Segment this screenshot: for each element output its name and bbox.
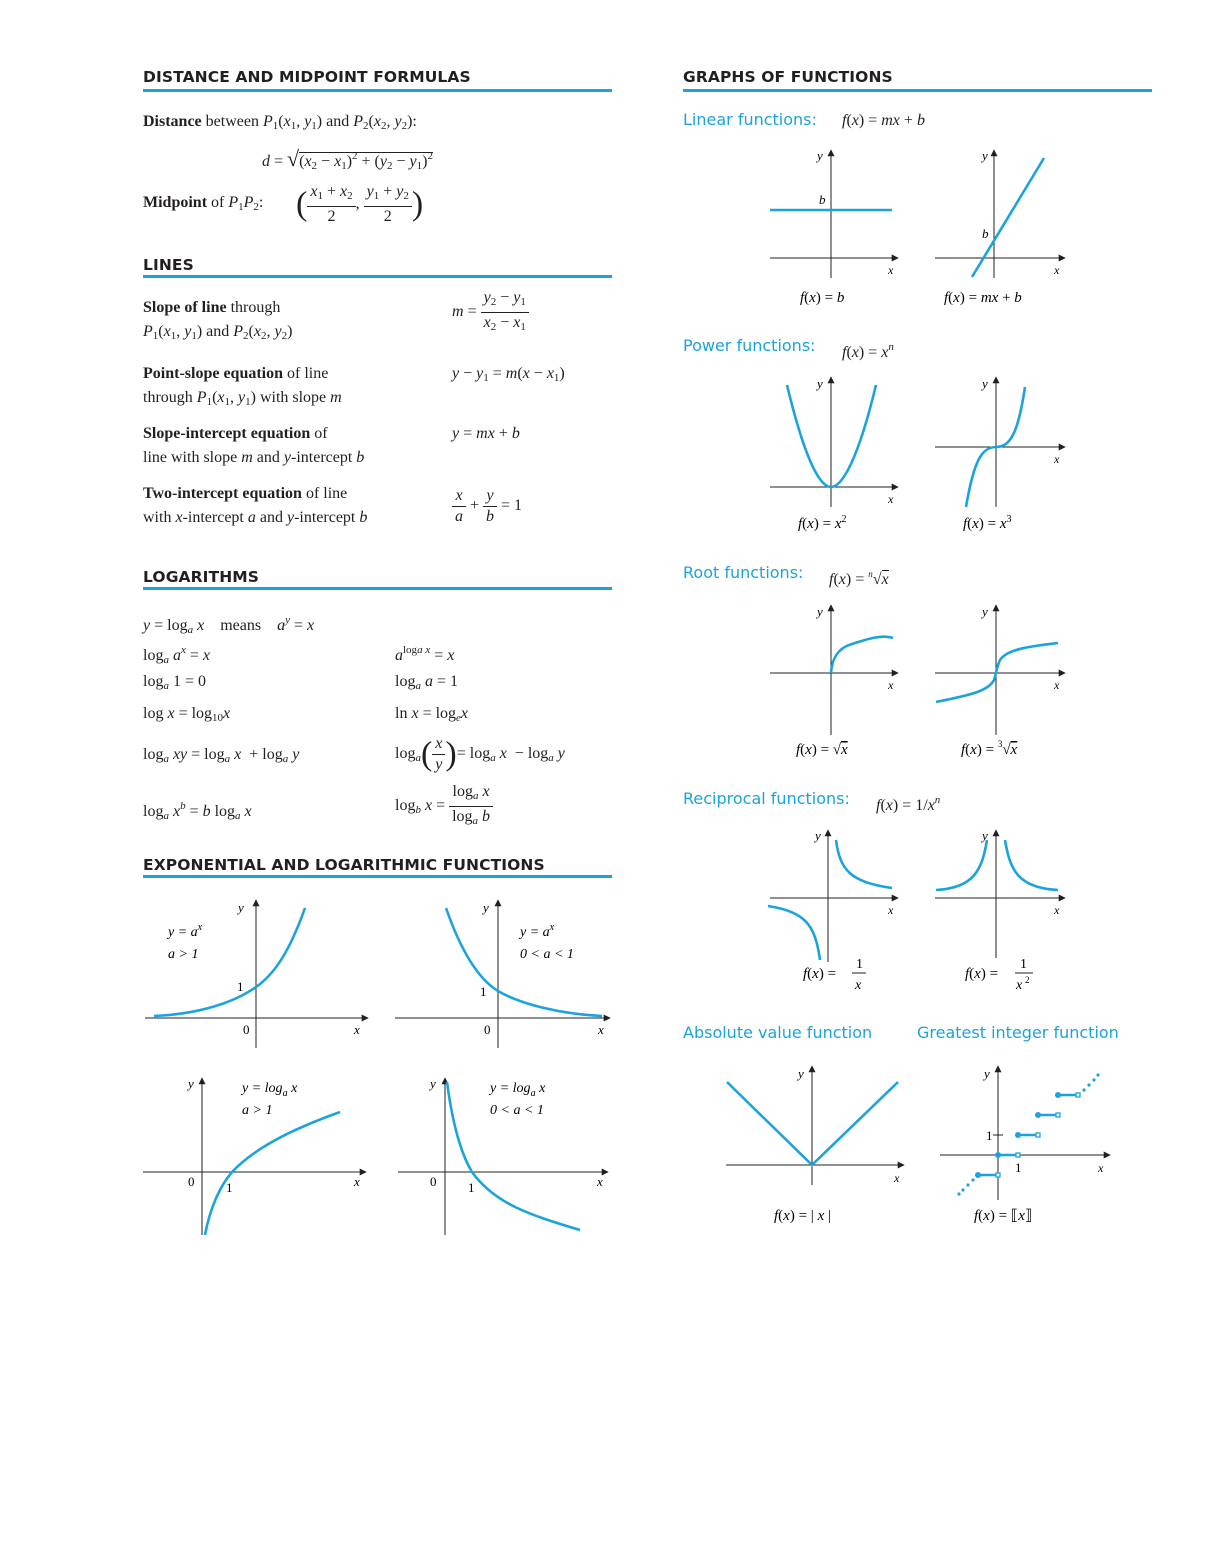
section-rule [143,875,612,878]
two-intercept-formula: $\frac{x}{a}$ + $\frac{y}{b}$ = 1 [452,486,522,527]
svg-text:1: 1 [237,979,244,994]
graphs-heading: GRAPHS OF FUNCTIONS [683,68,893,86]
svg-text:2: 2 [1025,975,1030,985]
svg-text:x: x [1016,978,1023,993]
slope-intercept-formula: y = mx + b [452,425,520,442]
svg-text:x: x [1054,452,1060,466]
section-rule [143,275,612,278]
svg-text:1: 1 [480,984,487,999]
absolute-title: Absolute value function [683,1023,873,1042]
reciprocal-formula: $f(x) = 1/x^n$ [876,794,941,814]
graph2-label: $y = a^x$ [520,922,555,940]
caption-linear: f(x) = mx + b [944,290,1022,306]
graph-greatest-integer [940,1066,1110,1200]
graph4-label: $y = \log_a x$ [490,1081,546,1099]
graph-absolute [726,1066,904,1185]
svg-text:x: x [354,1022,360,1037]
midpoint-description: Midpoint of $P_1P_2$: [143,194,264,213]
graph3-label: $y = \log_a x$ [242,1081,298,1099]
graph1-condition: a > 1 [168,947,199,962]
log-rule-5: $\log x = \log_{10}x$ [143,705,231,724]
svg-text:0: 0 [188,1174,195,1189]
graph-constant [770,148,898,278]
section-rule [143,89,612,92]
graph-reciprocal-square [935,828,1065,958]
svg-text:y: y [982,828,988,843]
svg-text:b: b [819,192,826,207]
svg-text:1: 1 [856,957,863,972]
graph3-condition: a > 1 [242,1103,273,1118]
svg-text:y: y [817,148,823,163]
lines-heading: LINES [143,256,194,274]
svg-text:b: b [982,226,989,241]
svg-text:y: y [798,1066,804,1081]
graph4-condition: 0 < a < 1 [490,1103,544,1118]
graph-exp-decay [395,900,610,1048]
caption-reciprocal: f(x) = [803,966,837,982]
log-rule-10: $\log_b x$ = $\frac{\log_a x}{\log_a b}$ [395,782,493,831]
graph-square [770,376,898,507]
svg-text:y: y [982,148,988,163]
graph-linear [935,148,1065,278]
slope-formula: m = $\frac{y_2 - y_1}{x_2 - x_1}$ [452,288,529,337]
svg-text:0: 0 [243,1022,250,1037]
point-slope-formula: $y - y_1 = m(x - x_1)$ [452,365,565,384]
two-intercept-description: Two-intercept equation of line with x-intercept a and y-intercept b [143,485,368,526]
exp-log-graphs [140,890,620,1250]
svg-text:y: y [430,1076,436,1091]
log-rule-9: $\log_a x^b = b$ $\log_a x$ [143,800,252,822]
svg-text:x: x [354,1174,360,1189]
greatest-title: Greatest integer function [917,1023,1119,1042]
distance-midpoint-heading: DISTANCE AND MIDPOINT FORMULAS [143,68,471,86]
svg-text:y: y [817,604,823,619]
distance-formula: $d = √(x_2 - x_1)^2 + (y_2 - y_1)^2$ [262,146,433,172]
exp-log-heading: EXPONENTIAL AND LOGARITHMIC FUNCTIONS [143,856,545,874]
log-rule-7: $\log_a$ xy = $\log_a x + \log_a y$ [143,746,300,765]
svg-text:1: 1 [986,1128,993,1143]
reciprocal-title: Reciprocal functions: [683,789,850,808]
svg-text:y: y [984,1066,990,1081]
section-rule [143,587,612,590]
linear-title: Linear functions: [683,110,817,129]
svg-text:x: x [855,978,862,993]
svg-text:1: 1 [226,1180,233,1195]
graph1-label: $y = a^x$ [168,922,203,940]
logarithms-heading: LOGARITHMS [143,568,260,586]
svg-text:y: y [483,900,489,915]
caption-absolute: f(x) = | x | [774,1208,831,1224]
log-definition: $y = \log_a x$ means $a^y = x$ [143,614,315,636]
power-formula: $f(x) = x^n$ [842,341,894,361]
log-rule-3: $\log_a 1 = 0$ [143,673,206,692]
svg-text:y: y [188,1076,194,1091]
caption-cbrt: f(x) = $^3$√x [961,739,1018,758]
absolute-and-step-graphs [720,1060,1130,1240]
graph-sqrt [770,604,898,735]
svg-text:y: y [982,604,988,619]
svg-text:0: 0 [430,1174,437,1189]
svg-text:x: x [597,1174,603,1189]
svg-text:y: y [817,376,823,391]
slope-description: Slope of line through $P_1(x_1$, $y_1$) and $P_2(x_2$, $y_2$) [143,299,293,342]
log-rule-4: $\log_a a = 1$ [395,673,458,692]
linear-formula: f(x) = mx + b [842,112,925,129]
svg-text:x: x [1098,1161,1104,1175]
svg-text:x: x [888,263,894,277]
midpoint-formula: ( $\frac{x_1 + x_2}{2}$ , $\frac{y_1 + y_2}{2}$ ) [296,183,424,225]
section-rule [683,89,1152,92]
caption-square: $f(x) = x^2$ [798,514,847,532]
svg-text:y: y [982,376,988,391]
svg-text:y: y [815,828,821,843]
graph-cube [935,376,1065,507]
caption-cube: $f(x) = x^3$ [963,514,1012,532]
svg-text:x: x [888,903,894,917]
distance-description: Distance between $P_1(x_1$, $y_1$) and $P_2(x_2$, $y_2$): [143,113,417,132]
root-title: Root functions: [683,563,804,582]
log-rule-8: $\log_a$( $\frac{x}{y}$ )= $\log_a x - \log_a y$ [395,734,565,773]
graph2-condition: 0 < a < 1 [520,947,574,962]
graph-reciprocal [768,828,898,962]
svg-text:x: x [888,678,894,692]
svg-text:1: 1 [468,1180,475,1195]
svg-text:x: x [888,492,894,506]
graph-exp-growth [145,900,368,1048]
log-rule-6: $\ln x = \log_ex$ [395,705,469,724]
svg-text:x: x [1054,678,1060,692]
caption-reciprocal-square: f(x) = [965,966,999,982]
log-rule-1: $\log_a a^x = x$ [143,644,210,666]
root-formula: f(x) = $^n$√x [829,569,889,588]
power-title: Power functions: [683,336,816,355]
graph-cbrt [935,604,1065,735]
svg-text:1: 1 [1020,957,1027,972]
svg-text:0: 0 [484,1022,491,1037]
svg-text:1: 1 [1015,1160,1022,1175]
point-slope-description: Point-slope equation of line through $P_1(x_1$, $y_1$) with slope m [143,365,342,408]
caption-sqrt: f(x) = √x [796,742,848,758]
svg-text:y: y [238,900,244,915]
graph-log-growth [143,1076,366,1235]
svg-text:x: x [1054,263,1060,277]
graph-log-decay [398,1076,608,1235]
svg-text:x: x [894,1171,900,1185]
log-rule-2: $a^{loga x} = x$ [395,644,455,664]
caption-greatest-integer: f(x) = ⟦x⟧ [974,1208,1033,1224]
svg-text:x: x [598,1022,604,1037]
slope-intercept-description: Slope-intercept equation of line with slope m and y-intercept b [143,425,365,466]
caption-constant: f(x) = b [800,290,845,306]
svg-text:x: x [1054,903,1060,917]
